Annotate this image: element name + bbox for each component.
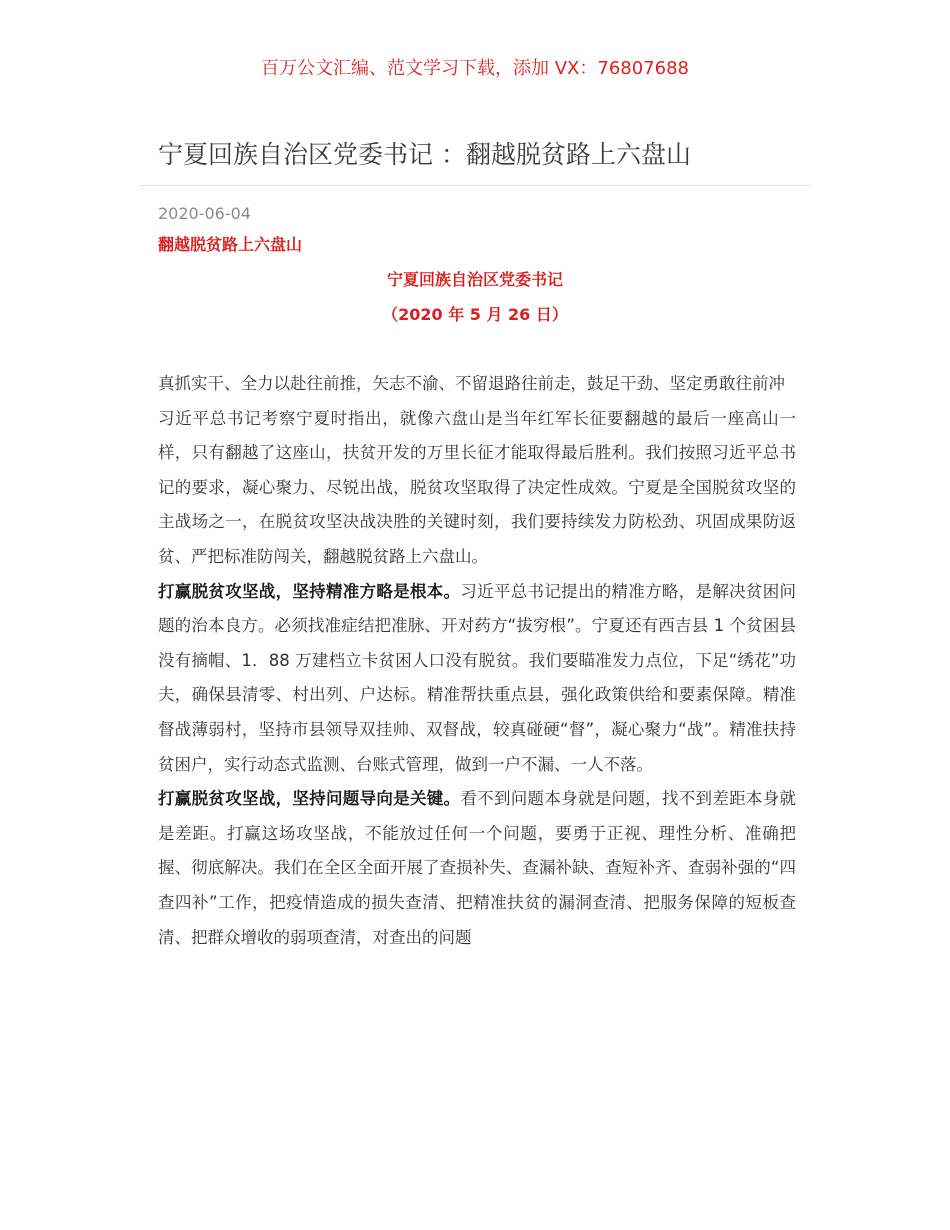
article-author: 宁夏回族自治区党委书记 [386,270,563,289]
paragraph-text: 看不到问题本身就是问题，找不到差距本身就是差距。打赢这场攻坚战，不能放过任何一个问题，要勇于正视、理性分析、准确把握、彻底解决。我们在全区全面开展了查损补失、查漏补缺、查短补齐、查弱补强的“四查四补”工作，把疫情造成的损失查清、把精准扶贫的漏洞查清、把服务保障的短板查清、把群众增收的弱项查清，对查出的问题 [158,789,796,947]
publish-date: 2020-06-04 [158,204,251,223]
title-divider [140,185,810,186]
article-paragraph [158,575,796,783]
paragraph-lead: 打赢脱贫攻坚战，坚持问题导向是关键。 [158,789,461,809]
article-paragraph [158,782,796,955]
promo-banner: 百万公文汇编、范文学习下载，添加 VX：76807688 [261,58,689,79]
paragraph-text: 真抓实干、全力以赴往前推，矢志不渝、不留退路往前走，鼓足干劲、坚定勇敢往前冲 [158,374,785,393]
paragraph-lead: 打赢脱贫攻坚战，坚持精准方略是根本。 [158,581,461,601]
article-subtitle: 翻越脱贫路上六盘山 [158,235,303,254]
paragraph-text: 习近平总书记考察宁夏时指出，就像六盘山是当年红军长征要翻越的最后一座高山一样，只有翻越了这座山，扶贫开发的万里长征才能取得最后胜利。我们按照习近平总书记的要求，凝心聚力、尽锐出战，脱贫攻坚取得了决定性成效。宁夏是全国脱贫攻坚的主战场之一，在脱贫攻坚决战决胜的关键时刻，我们要持续发力防松劲、巩固成果防返贫、严把标准防闯关，翻越脱贫路上六盘山。 [158,408,796,566]
article-paragraph [158,367,796,402]
article-body [158,367,796,1067]
article-author-date: （2020 年 5 月 26 日） [382,305,568,324]
page-title: 宁夏回族自治区党委书记 ：翻越脱贫路上六盘山 [158,140,691,169]
article-paragraph [158,402,796,575]
paragraph-text: 习近平总书记提出的精准方略，是解决贫困问题的治本良方。必须找准症结把准脉、开对药方“拔穷根”。宁夏还有西吉县 1 个贫困县没有摘帽、1．88 万建档立卡贫困人口没有脱贫。我们要瞄准发力点位，下足“绣花”功夫，确保县清零、村出列、户达标。精准帮扶重点县，强化政策供给和要素保障。精准督战薄弱村，坚持市县领导双挂帅、双督战，较真碰硬“督”，凝心聚力“战”。精准扶持贫困户，实行动态式监测、台账式管理，做到一户不漏、一人不落。 [158,581,796,774]
